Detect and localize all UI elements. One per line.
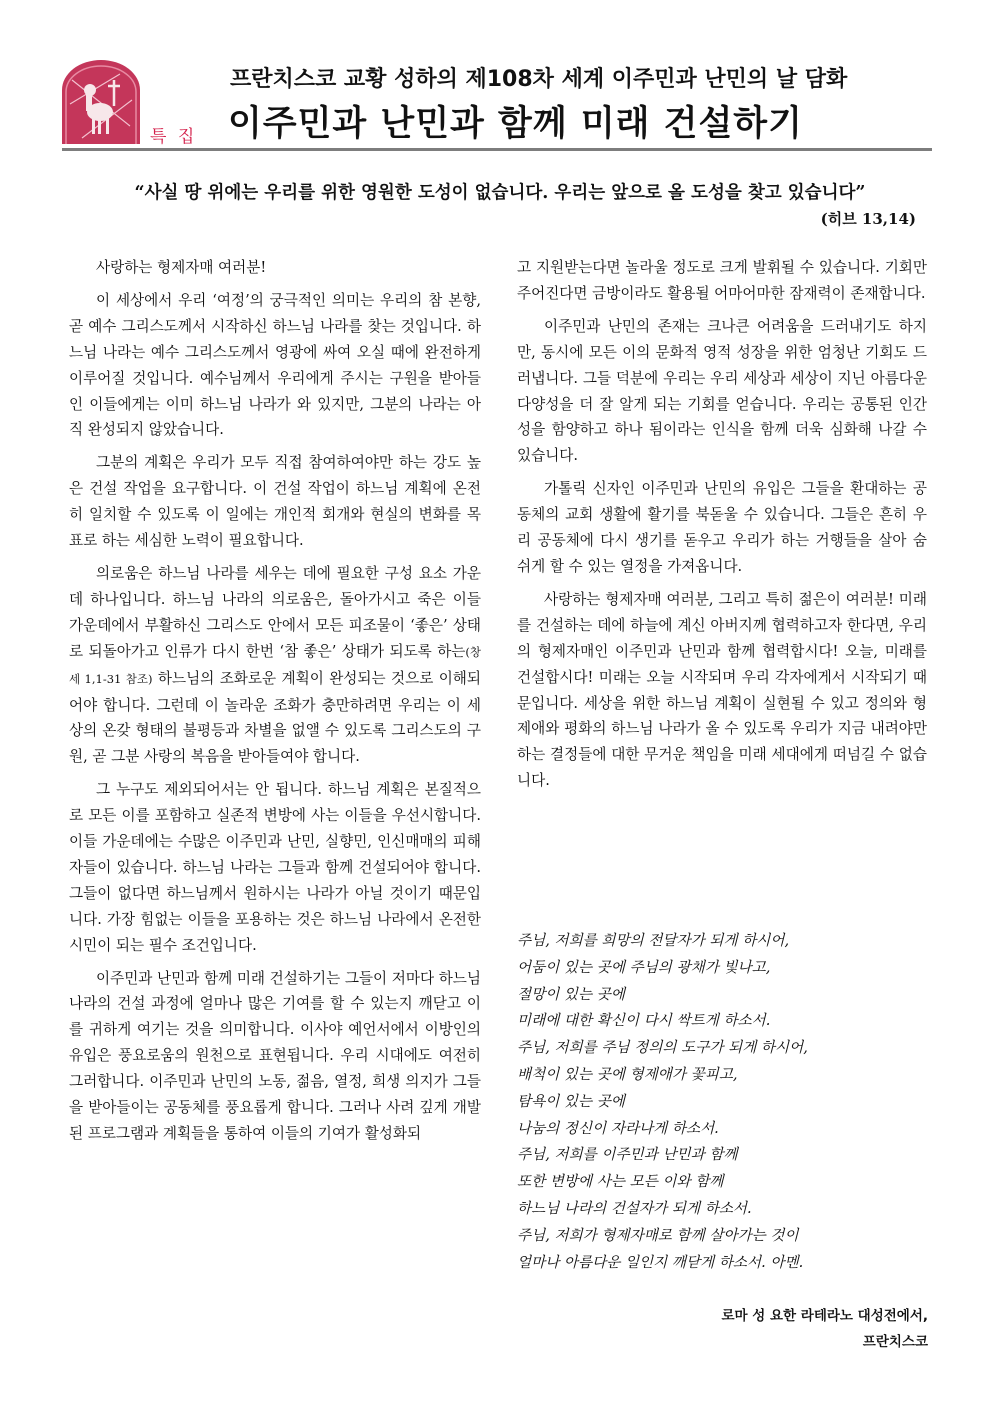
paragraph: 그분의 계획은 우리가 모두 직접 참여하여야만 하는 강도 높은 건설 작업을 요구합니다. 이 건설 작업이 하느님 계획에 온전히 일치할 수 있도록 이 일에는 개인적 회개와 현실의 변화를 목표로 하는 세심한 노력이 필요합니다.	[69, 454, 481, 550]
closing-signature	[721, 1303, 928, 1355]
prayer-line: 주님, 저희를 이주민과 난민과 함께	[517, 1146, 738, 1164]
prayer-line: 절망이 있는 곳에	[517, 985, 625, 1003]
left-column	[69, 255, 481, 1154]
paragraph-text: 하느님의 조화로운 계획이 완성되는 것으로 이해되어야 합니다. 그런데 이 놀라운 조화가 충만하려면 우리는 이 세상의 온갖 형태의 불평등과 차별을 없앨 수 있도록 그리스도의 구원, 곧 그분 사랑의 복음을 받아들여야 합니다.	[69, 669, 481, 766]
page-subtitle: 프란치스코 교황 성하의 제108차 세계 이주민과 난민의 날 담화	[230, 67, 848, 92]
prayer-line: 얼마나 아름다운 일인지 깨닫게 하소서. 아멘.	[517, 1253, 804, 1271]
paragraph-text: 의로움은 하느님 나라를 세우는 데에 필요한 구성 요소 가운데 하나입니다. 하느님 나라의 의로움은, 돌아가시고 죽은 이들 가운데에서 부활하신 그리스도 안에서 모든 피조물이 ‘좋은’ 상태로 되돌아가고 인류가 다시 한번 ‘참 좋은’ 상태가 되도록 하는	[69, 564, 481, 660]
closing-name: 프란치스코	[862, 1334, 928, 1350]
header-divider	[62, 148, 932, 151]
prayer-line: 나눔의 정신이 자라나게 하소서.	[517, 1119, 719, 1137]
bible-reference: (창세 1,1-31 참조)	[69, 644, 481, 686]
paragraph: 이주민과 난민과 함께 미래 건설하기는 그들이 저마다 하느님 나라의 건설 과정에 얼마나 많은 기여를 할 수 있는지 깨닫고 이를 귀하게 여기는 것을 의미합니다. 이사야 예언서에서 이방인의 유입은 풍요로움의 원천으로 표현됩니다. 우리 시대에도 여전히 그러합니다. 이주민과 난민의 노동, 젊음, 열정, 희생 의지가 그들을 받아들이는 공동체를 풍요롭게 합니다. 그러나 사려 깊게 개발된 프로그램과 계획들을 통하여 이들의 기여가 활성화되	[69, 969, 481, 1142]
page-title: 이주민과 난민과 함께 미래 건설하기	[228, 104, 803, 144]
prayer-line: 주님, 저희를 희망의 전달자가 되게 하시어,	[517, 932, 790, 949]
paragraph: 그 누구도 제외되어서는 안 됩니다. 하느님 계획은 본질적으로 모든 이를 포함하고 실존적 변방에 사는 이들을 우선시합니다. 이들 가운데에는 수많은 이주민과 난민, 실향민, 인신매매의 피해자들이 있습니다. 하느님 나라는 그들과 함께 건설되어야 합니다. 그들이 없다면 하느님께서 원하시는 나라가 아닐 것이기 때문입니다. 가장 힘없는 이들을 포용하는 것은 하느님 나라에서 온전한 시민이 되는 필수 조건입니다.	[69, 781, 481, 954]
lamb-logo-icon	[62, 60, 140, 144]
paragraph: 가톨릭 신자인 이주민과 난민의 유입은 그들을 환대하는 공동체의 교회 생활에 활기를 북돋울 수 있습니다. 그들은 흔히 우리 공동체에 다시 생기를 돋우고 우리가 하는 거행들을 살아 숨 쉬게 할 수 있는 열정을 가져옵니다.	[517, 480, 927, 575]
prayer-block	[517, 928, 932, 1276]
prayer-line: 어둠이 있는 곳에 주님의 광채가 빛나고,	[517, 958, 771, 976]
prayer-line: 또한 변방에 사는 모든 이와 함께	[517, 1173, 724, 1191]
scripture-reference: (히브 13,14)	[820, 210, 916, 228]
scripture-quote: “사실 땅 위에는 우리를 위한 영원한 도성이 없습니다. 우리는 앞으로 올 도성을 찾고 있습니다”	[134, 183, 866, 203]
paragraph	[69, 561, 481, 770]
paragraph: 사랑하는 형제자매 여러분!	[96, 259, 267, 276]
prayer-line: 탐욕이 있는 곳에	[517, 1092, 625, 1110]
paragraph: 이주민과 난민의 존재는 크나큰 어려움을 드러내기도 하지만, 동시에 모든 이의 문화적 영적 성장을 위한 엄청난 기회도 드러냅니다. 그들 덕분에 우리는 우리 세상과 세상이 지닌 아름다운 다양성을 더 잘 알게 되는 기회를 얻습니다. 우리는 공통된 인간성을 함양하고 하나 됨이라는 인식을 함께 더욱 심화해 나갈 수 있습니다.	[517, 317, 927, 465]
paragraph: 사랑하는 형제자매 여러분, 그리고 특히 젊은이 여러분! 미래를 건설하는 데에 하늘에 계신 아버지께 협력하고자 한다면, 우리의 형제자매인 이주민과 난민과 함께 협력합시다! 오늘, 미래를 건설합시다! 미래는 오늘 시작되며 우리 각자에게서 시작되기 때문입니다. 세상을 위한 하느님 계획이 실현될 수 있고 정의와 형제애와 평화의 하느님 나라가 올 수 있도록 우리가 지금 내려야만 하는 결정들에 대한 무거운 책임을 미래 세대에게 떠넘길 수 없습니다.	[517, 590, 927, 790]
prayer-line: 미래에 대한 확신이 다시 싹트게 하소서.	[517, 1012, 771, 1030]
closing-place: 로마 성 요한 라테라노 대성전에서,	[721, 1308, 928, 1324]
prayer-line: 주님, 저희가 형제자매로 함께 살아가는 것이	[517, 1226, 799, 1244]
prayer-line: 주님, 저희를 주님 정의의 도구가 되게 하시어,	[517, 1039, 808, 1057]
paragraph: 이 세상에서 우리 ‘여정’의 궁극적인 의미는 우리의 참 본향, 곧 예수 그리스도께서 시작하신 하느님 나라를 찾는 것입니다. 하느님 나라는 예수 그리스도께서 영광에 싸여 오실 때에 완전하게 이루어질 것입니다. 예수님께서 우리에게 주시는 구원을 받아들인 이들에게는 이미 하느님 나라가 와 있지만, 그분의 나라는 아직 완성되지 않았습니다.	[69, 291, 481, 439]
prayer-line: 하느님 나라의 건설자가 되게 하소서.	[517, 1199, 752, 1217]
paragraph: 고 지원받는다면 놀라울 정도로 크게 발휘될 수 있습니다. 기회만 주어진다면 금방이라도 활용될 어마어마한 잠재력이 존재합니다.	[517, 259, 927, 302]
right-column	[517, 255, 927, 801]
prayer-line: 배척이 있는 곳에 형제애가 꽃피고,	[517, 1065, 738, 1083]
special-feature-badge: 특 집	[150, 127, 198, 147]
